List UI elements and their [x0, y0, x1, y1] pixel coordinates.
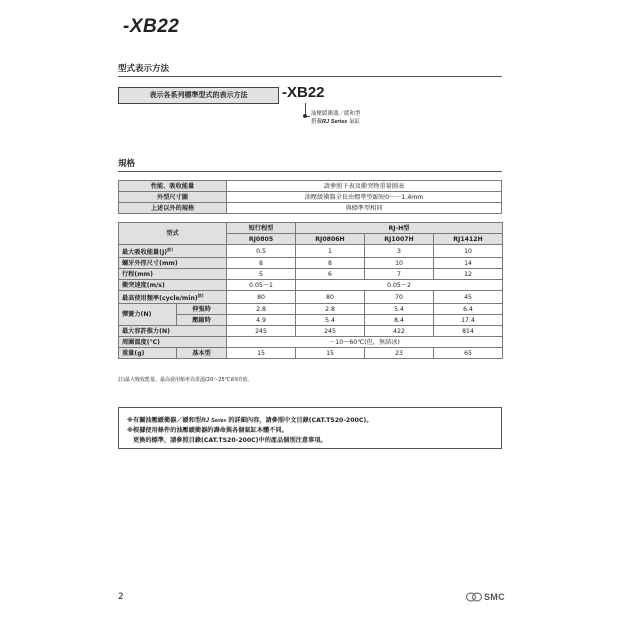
table-row	[119, 245, 503, 258]
table-row	[119, 315, 503, 326]
row-label: 衝突速度(m/s)	[119, 280, 227, 291]
table-row	[119, 181, 502, 192]
cell: 12	[434, 269, 503, 280]
series-word: Series	[330, 119, 348, 125]
row-label: 最大容許推力(N)	[119, 326, 227, 337]
series-code: RJ	[322, 119, 330, 125]
group-short-header: 短行程型	[227, 223, 296, 234]
cell: 0.05～2	[296, 280, 503, 291]
row-label: 彈簧力(N)	[119, 304, 177, 326]
table-row	[119, 348, 503, 359]
row-label	[119, 291, 227, 304]
section-heading-model: 型式表示方法	[118, 62, 502, 77]
row-value: 與標準型相同	[227, 203, 502, 214]
cell: 6	[296, 269, 365, 280]
cell: 5.4	[296, 315, 365, 326]
row-label: 上述以外的規格	[119, 203, 227, 214]
sub-label: 伸張時	[177, 304, 227, 315]
note-text: ※有關油壓緩衝器／緩和型	[127, 417, 202, 424]
sub-label: 基本型	[177, 348, 227, 359]
cell: 8	[296, 258, 365, 269]
table-row	[119, 192, 502, 203]
suffix-code: -XB22	[282, 84, 325, 101]
cell: 4.9	[227, 315, 296, 326]
cell: 14	[434, 258, 503, 269]
cell: 7	[365, 269, 434, 280]
cell: 814	[434, 326, 503, 337]
cell: 5.4	[365, 304, 434, 315]
table-row	[119, 280, 503, 291]
row-label: 周圍溫度(℃)	[119, 337, 227, 348]
series-code: RJ	[201, 417, 209, 424]
note-text-end: 氣缸	[349, 119, 361, 125]
cell: 10	[365, 258, 434, 269]
page-number: 2	[118, 592, 124, 602]
model-name: RJ0806H	[296, 234, 365, 245]
cell: 80	[296, 291, 365, 304]
table-footnote: 註)最大吸收能量、最高使用頻率為常溫(20～25℃)時的值。	[118, 377, 253, 383]
label-text: 最大吸收能量(J)	[122, 249, 168, 257]
note-text: 搭載	[311, 119, 323, 125]
sub-label: 壓縮時	[177, 315, 227, 326]
row-label: 螺牙外徑尺寸(mm)	[119, 258, 227, 269]
table-row	[119, 291, 503, 304]
model-name: RJ1412H	[434, 234, 503, 245]
cell: 65	[434, 348, 503, 359]
cell: 0.5	[227, 245, 296, 258]
table-row	[119, 258, 503, 269]
cell: 2.8	[227, 304, 296, 315]
table-row	[119, 304, 503, 315]
cell: 2.8	[296, 304, 365, 315]
model-name: RJ1007H	[365, 234, 434, 245]
table-row	[119, 269, 503, 280]
note-line	[127, 415, 372, 424]
cell: 245	[227, 326, 296, 337]
cell: 8.4	[365, 315, 434, 326]
row-value: 請參照下表及衝突物重量圖表	[227, 181, 502, 192]
cell: 15	[296, 348, 365, 359]
row-label: 重量(g)	[119, 348, 177, 359]
bullet-icon	[303, 114, 307, 118]
cell: 70	[365, 291, 434, 304]
smc-logo-icon	[466, 592, 482, 602]
table-row	[119, 326, 503, 337]
cell: －10～60℃(但，無結冰)	[227, 337, 503, 348]
note-line: 更換的標準，請參照目錄(CAT.TS20-200C)中的產品個別注意事項。	[133, 437, 327, 444]
cell: 3	[365, 245, 434, 258]
cell: 23	[365, 348, 434, 359]
suffix-note-line2	[311, 118, 361, 126]
cell: 422	[365, 326, 434, 337]
model-designation-box: 表示各系列標準型式的表示方法	[118, 87, 279, 104]
table-row	[119, 203, 502, 214]
section-heading-spec: 規格	[118, 157, 502, 172]
model-header: 型式	[119, 223, 227, 245]
cell: 10	[434, 245, 503, 258]
logo-text: SMC	[484, 592, 505, 602]
table-header-row	[119, 223, 503, 234]
summary-table	[118, 180, 502, 214]
suffix-description	[311, 110, 361, 126]
suffix-note-line1: 油壓緩衝器／緩和型	[311, 111, 361, 117]
row-label: 性能、吸收能量	[119, 181, 227, 192]
cell: 8	[227, 258, 296, 269]
group-rjh-header: RJ-H型	[296, 223, 503, 234]
cell: 0.05～1	[227, 280, 296, 291]
cell: 6.4	[434, 304, 503, 315]
label-text: 最高使用頻率(cycle/min)	[122, 295, 198, 303]
series-word: Series	[211, 418, 227, 424]
cell: 245	[296, 326, 365, 337]
note-line: ※根據使用條件的油壓緩衝器的壽命與各個氣缸本體不同。	[127, 427, 288, 434]
cell: 1	[296, 245, 365, 258]
cell: 45	[434, 291, 503, 304]
spec-table	[118, 222, 503, 359]
smc-logo	[466, 592, 505, 602]
model-name: RJ0805	[227, 234, 296, 245]
note-text-end: 的詳細內容，請參照中文目錄(CAT.TS20-200C)。	[228, 417, 373, 424]
row-value: 油壓緩衝器全長由標準型縮短0～－1.4mm	[227, 192, 502, 203]
page-title: -XB22	[123, 16, 180, 37]
cell: 80	[227, 291, 296, 304]
cell: 17.4	[434, 315, 503, 326]
row-label	[119, 245, 227, 258]
table-row	[119, 337, 503, 348]
notes-box	[118, 407, 502, 449]
cell: 5	[227, 269, 296, 280]
note-marker: 註)	[167, 247, 173, 252]
note-marker: 註)	[197, 293, 204, 299]
row-label: 外型尺寸圖	[119, 192, 227, 203]
row-label: 行程(mm)	[119, 269, 227, 280]
cell: 15	[227, 348, 296, 359]
